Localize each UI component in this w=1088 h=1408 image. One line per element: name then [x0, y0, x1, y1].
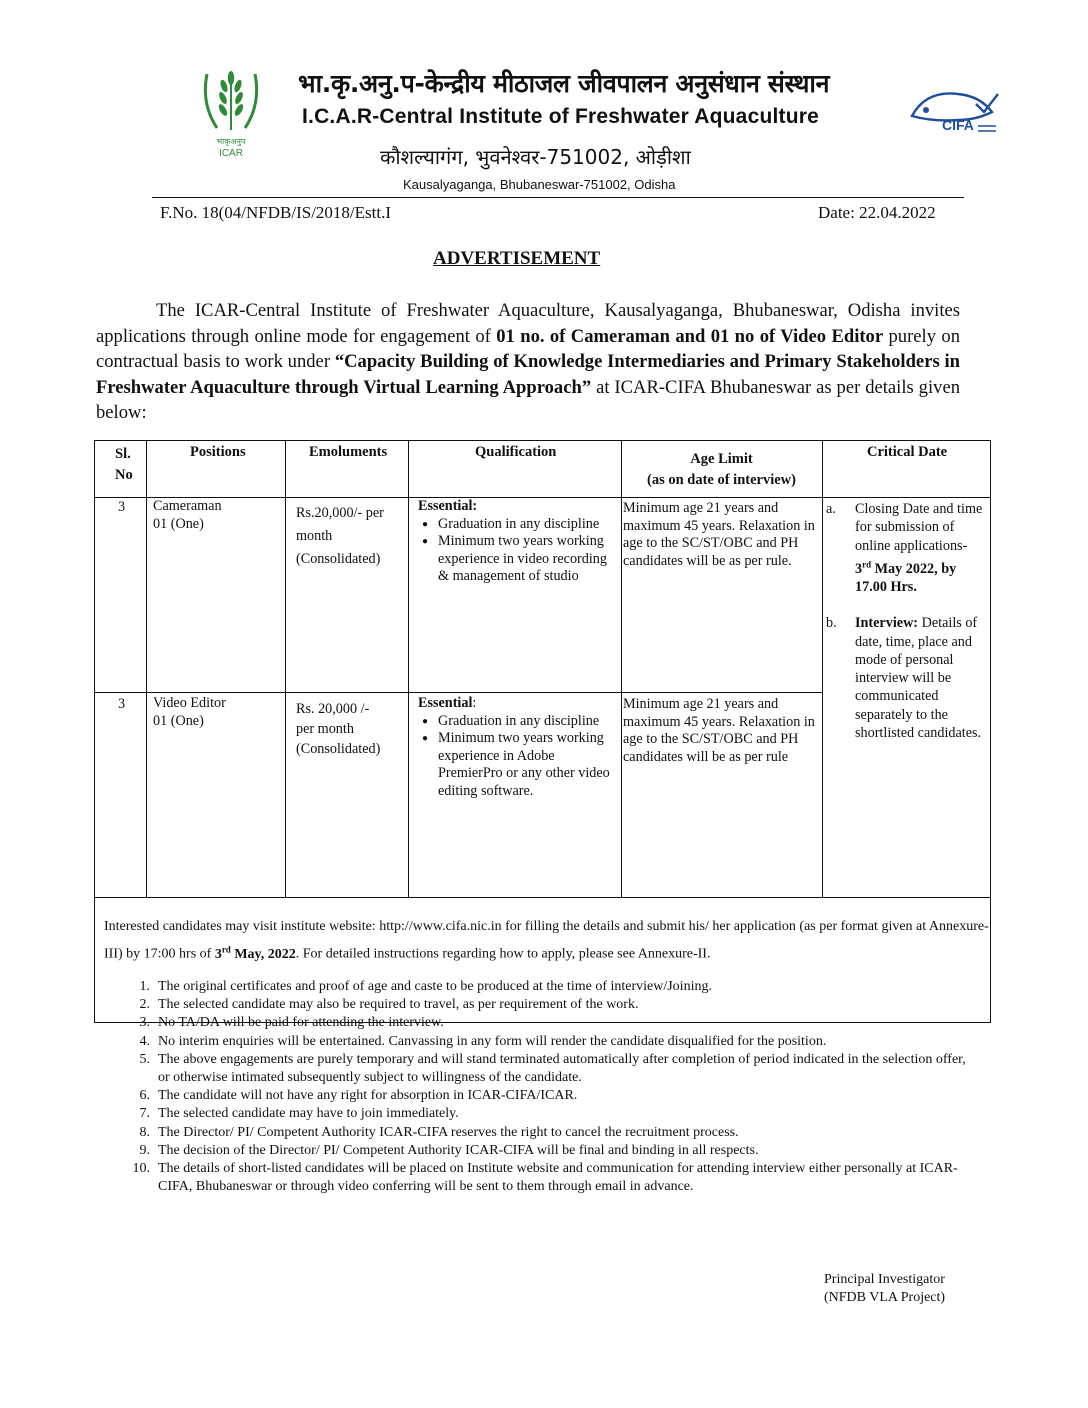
critical-interview: b. Interview: Details of date, time, place and mode of personal interview will be communicated separately to the shortlisted candidates.: [826, 615, 982, 741]
table-col-divider: [408, 440, 409, 898]
list-item: 2. The selected candidate may also be required to travel, as per requirement of the work.: [139, 997, 639, 1013]
row1-position: Cameraman 01 (One): [153, 498, 222, 532]
icar-logo-text: ICAR: [219, 148, 243, 159]
row1-qualification: [418, 498, 618, 586]
row1-age-limit: Minimum age 21 years and maximum 45 years. Relaxation in age to the SC/ST/OBC and PH candidates will be as per rule.: [623, 500, 815, 569]
header-critical-date: Critical Date: [867, 444, 948, 460]
icar-logo: [197, 64, 265, 160]
table-col-divider: [621, 440, 622, 898]
list-item: 9. The decision of the Director/ PI/ Competent Authority ICAR-CIFA will be final and binding in all respects.: [139, 1142, 759, 1158]
header-qualification: Qualification: [475, 444, 557, 460]
signature-block: Principal Investigator (NFDB VLA Project): [824, 1272, 946, 1305]
intro-paragraph: [96, 298, 960, 426]
row1-emoluments: Rs.20,000/- per month (Consolidated): [296, 505, 384, 567]
intro-text-3: at ICAR-CIFA Bhubaneswar as per details given below:: [96, 376, 960, 423]
table-row-divider: [94, 897, 991, 898]
table-col-divider: [285, 440, 286, 898]
cifa-logo-text: CIFA: [942, 117, 974, 133]
icar-logo-hindi: भाकृअनुप: [216, 137, 246, 146]
critical-date-cell: [826, 500, 986, 742]
application-notice: Interested candidates may visit institute website: http://www.cifa.nic.in for filling the details and submit his/ her application (as per format given at Annexure-III) by 17:00 hrs of 3rd May, 2022. For detailed instructions regarding how to apply, please see Annexure-II.: [104, 919, 989, 962]
header-english-address: Kausalyaganga, Bhubaneswar-751002, Odisha: [403, 177, 676, 192]
table-col-divider: [822, 440, 823, 898]
list-item: 5. The above engagements are purely temporary and will stand terminated automatically after completion of period indicated in the selection offer, or otherwise intimated subsequently subject to willingness of the candidate.: [139, 1051, 966, 1086]
row2-sl: 3: [118, 696, 126, 712]
row2-qual-head: Essential: [418, 695, 473, 711]
header-sl: Sl. No: [115, 446, 133, 483]
header-english-title: I.C.A.R-Central Institute of Freshwater Aquaculture: [302, 105, 819, 128]
list-item: 7. The selected candidate may have to join immediately.: [139, 1106, 459, 1122]
list-item: 6. The candidate will not have any right for absorption in ICAR-CIFA/ICAR.: [139, 1088, 578, 1104]
critical-closing-date: a. Closing Date and time for submission of online applications- 3rd May 2022, by 17.00 Hrs.: [826, 501, 983, 595]
terms-list: [128, 978, 968, 1196]
list-item: 1. The original certificates and proof of age and caste to be produced at the time of interview/Joining.: [139, 979, 712, 994]
header-divider: [152, 197, 964, 198]
list-item: 10. The details of short-listed candidates will be placed on Institute website and communication for attending interview either personally at ICAR-CIFA, Bhubaneswar or through video conferring will be sent to them through email in advance.: [132, 1161, 958, 1195]
table-col-divider: [146, 440, 147, 898]
table-row-divider: [94, 692, 822, 693]
row1-qual-item: ● Minimum two years working experience in video recording & management of studio: [438, 533, 618, 586]
row2-qual-item: ● Minimum two years working experience in Adobe PremierPro or any other video editing software.: [438, 730, 618, 800]
list-item: 4. No interim enquiries will be entertained. Canvassing in any form will render the candidate disqualified for the position.: [139, 1033, 827, 1049]
row1-qual-head: Essential:: [418, 498, 478, 514]
header-hindi-address: कौशल्यागंग, भुवनेश्वर-751002, ओड़ीशा: [380, 145, 691, 169]
row2-qual-item: ● Graduation in any discipline: [438, 713, 618, 731]
intro-text-2: purely on contractual basis to work under: [96, 325, 960, 372]
row1-qual-item: ● Graduation in any discipline: [438, 516, 618, 534]
page-title: ADVERTISEMENT: [433, 248, 601, 269]
intro-bold-positions: 01 no. of Cameraman and 01 no of Video Editor: [496, 325, 884, 347]
header-positions: Positions: [190, 444, 246, 460]
file-number: F.No. 18(04/NFDB/IS/2018/Estt.I: [160, 203, 391, 222]
row1-sl: 3: [118, 499, 126, 515]
row2-emoluments: Rs. 20,000 /- per month (Consolidated): [296, 701, 381, 757]
header-hindi-title: भा.कृ.अनु.प-केन्द्रीय मीठाजल जीवपालन अनुसंधान संस्थान: [298, 69, 830, 98]
row2-qualification: Essential: ● Graduation in any discipline ● Minimum two years working experience in Adobe PremierPro or any other video editing software.: [418, 695, 618, 800]
header-emoluments: Emoluments: [309, 444, 388, 460]
intro-bold-project: “Capacity Building of Knowledge Intermediaries and Primary Stakeholders in Freshwater Aquaculture through Virtual Learning Approach”: [96, 351, 960, 398]
list-item: 3. No TA/DA will be paid for attending the interview.: [139, 1015, 444, 1031]
cifa-logo: [906, 86, 1002, 136]
header-age-limit: Age Limit (as on date of interview): [646, 451, 796, 488]
row2-position: Video Editor 01 (One): [153, 695, 226, 729]
document-date: Date: 22.04.2022: [818, 203, 936, 222]
row2-age-limit: Minimum age 21 years and maximum 45 years. Relaxation in age to the SC/ST/OBC and PH candidates will be as per rule: [623, 696, 815, 765]
intro-text-1: The ICAR-Central Institute of Freshwater Aquaculture, Kausalyaganga, Bhubaneswar, Odisha invites applications through online mode for engagement of: [96, 300, 960, 347]
list-item: 8. The Director/ PI/ Competent Authority ICAR-CIFA reserves the right to cancel the recruitment process.: [139, 1124, 739, 1140]
